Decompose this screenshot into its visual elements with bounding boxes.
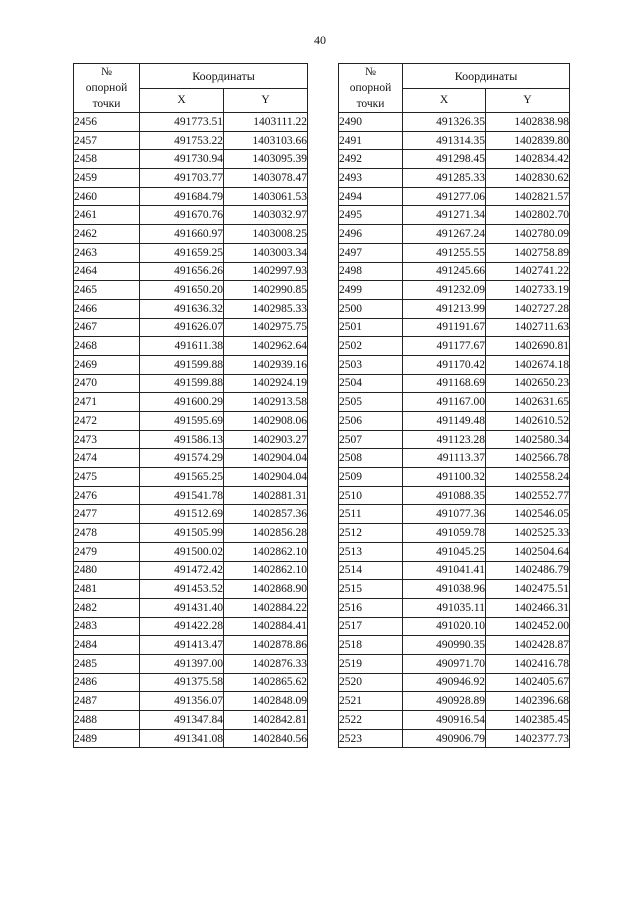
- point-number-header-line: №: [101, 66, 112, 78]
- table-row: [339, 449, 570, 468]
- table-row: [74, 243, 308, 262]
- point-number-cell: 2468: [74, 337, 140, 356]
- point-number-cell: 2483: [74, 617, 140, 636]
- x-coordinate-cell: 491599.88: [140, 355, 224, 374]
- coordinates-header: Координаты: [403, 64, 570, 89]
- point-number-cell: 2504: [339, 374, 403, 393]
- table-row: [339, 673, 570, 692]
- x-coordinate-cell: 491045.25: [403, 542, 486, 561]
- x-column-header: X: [403, 88, 486, 113]
- table-row: [74, 617, 308, 636]
- y-coordinate-cell: 1402834.42: [486, 150, 570, 169]
- point-number-cell: 2488: [74, 711, 140, 730]
- table-row: [339, 318, 570, 337]
- point-number-header-line: точки: [356, 98, 385, 110]
- x-coordinate-cell: 491267.24: [403, 225, 486, 244]
- y-coordinate-cell: 1402466.31: [486, 598, 570, 617]
- table-row: [339, 393, 570, 412]
- x-coordinate-cell: 491245.66: [403, 262, 486, 281]
- table-row: [339, 692, 570, 711]
- point-number-cell: 2487: [74, 692, 140, 711]
- x-coordinate-cell: 491626.07: [140, 318, 224, 337]
- point-number-cell: 2492: [339, 150, 403, 169]
- x-coordinate-cell: 491636.32: [140, 299, 224, 318]
- table-row: [339, 206, 570, 225]
- x-coordinate-cell: 490990.35: [403, 636, 486, 655]
- point-number-header-line: №: [365, 66, 376, 78]
- point-number-cell: 2469: [74, 355, 140, 374]
- point-number-cell: 2523: [339, 729, 403, 748]
- x-coordinate-cell: 491298.45: [403, 150, 486, 169]
- y-coordinate-cell: 1402650.23: [486, 374, 570, 393]
- x-coordinate-cell: 491453.52: [140, 580, 224, 599]
- table-row: [74, 299, 308, 318]
- table-row: [74, 598, 308, 617]
- y-coordinate-cell: 1402842.81: [224, 711, 308, 730]
- x-coordinate-cell: 491375.58: [140, 673, 224, 692]
- point-number-cell: 2499: [339, 281, 403, 300]
- x-coordinate-cell: 491650.20: [140, 281, 224, 300]
- point-number-cell: 2512: [339, 524, 403, 543]
- point-number-cell: 2477: [74, 505, 140, 524]
- x-coordinate-cell: 490971.70: [403, 654, 486, 673]
- point-number-header-line: точки: [92, 98, 121, 110]
- x-coordinate-cell: 491168.69: [403, 374, 486, 393]
- y-coordinate-cell: 1403032.97: [224, 206, 308, 225]
- point-number-cell: 2475: [74, 468, 140, 487]
- point-number-cell: 2508: [339, 449, 403, 468]
- table-row: [74, 113, 308, 132]
- x-coordinate-cell: 491285.33: [403, 169, 486, 188]
- y-coordinate-cell: 1402975.75: [224, 318, 308, 337]
- x-coordinate-cell: 491541.78: [140, 486, 224, 505]
- y-column-header: Y: [486, 88, 570, 113]
- x-coordinate-cell: 491773.51: [140, 113, 224, 132]
- point-number-cell: 2506: [339, 412, 403, 431]
- table-row: [339, 262, 570, 281]
- table-row: [339, 131, 570, 150]
- table-row: [74, 580, 308, 599]
- point-number-cell: 2486: [74, 673, 140, 692]
- x-column-header: X: [140, 88, 224, 113]
- y-coordinate-cell: 1402802.70: [486, 206, 570, 225]
- x-coordinate-cell: 491512.69: [140, 505, 224, 524]
- table-row: [74, 449, 308, 468]
- x-coordinate-cell: 490946.92: [403, 673, 486, 692]
- y-coordinate-cell: 1403061.53: [224, 187, 308, 206]
- y-coordinate-cell: 1402486.79: [486, 561, 570, 580]
- point-number-cell: 2473: [74, 430, 140, 449]
- y-coordinate-cell: 1403003.34: [224, 243, 308, 262]
- x-coordinate-cell: 491595.69: [140, 412, 224, 431]
- y-coordinate-cell: 1402876.33: [224, 654, 308, 673]
- y-coordinate-cell: 1402727.28: [486, 299, 570, 318]
- y-coordinate-cell: 1402913.58: [224, 393, 308, 412]
- table-row: [339, 169, 570, 188]
- point-number-header: [339, 64, 403, 113]
- x-coordinate-cell: 491422.28: [140, 617, 224, 636]
- x-coordinate-cell: 491565.25: [140, 468, 224, 487]
- x-coordinate-cell: 491255.55: [403, 243, 486, 262]
- y-coordinate-cell: 1402939.16: [224, 355, 308, 374]
- point-number-cell: 2463: [74, 243, 140, 262]
- y-coordinate-cell: 1402377.73: [486, 729, 570, 748]
- point-number-cell: 2498: [339, 262, 403, 281]
- table-row: [74, 131, 308, 150]
- x-coordinate-cell: 491100.32: [403, 468, 486, 487]
- table-row: [339, 299, 570, 318]
- y-coordinate-cell: 1402733.19: [486, 281, 570, 300]
- table-row: [74, 150, 308, 169]
- x-coordinate-cell: 491730.94: [140, 150, 224, 169]
- y-coordinate-cell: 1402405.67: [486, 673, 570, 692]
- table-row: [74, 711, 308, 730]
- x-coordinate-cell: 491167.00: [403, 393, 486, 412]
- point-number-cell: 2493: [339, 169, 403, 188]
- point-number-header-line: опорной: [349, 82, 392, 94]
- point-number-cell: 2464: [74, 262, 140, 281]
- x-coordinate-cell: 491431.40: [140, 598, 224, 617]
- point-number-cell: 2490: [339, 113, 403, 132]
- y-coordinate-cell: 1402884.41: [224, 617, 308, 636]
- y-coordinate-cell: 1402690.81: [486, 337, 570, 356]
- y-coordinate-cell: 1402566.78: [486, 449, 570, 468]
- y-coordinate-cell: 1402865.62: [224, 673, 308, 692]
- y-coordinate-cell: 1402780.09: [486, 225, 570, 244]
- point-number-cell: 2502: [339, 337, 403, 356]
- y-coordinate-cell: 1402711.63: [486, 318, 570, 337]
- table-row: [339, 524, 570, 543]
- point-number-cell: 2460: [74, 187, 140, 206]
- point-number-cell: 2467: [74, 318, 140, 337]
- x-coordinate-cell: 491077.36: [403, 505, 486, 524]
- point-number-cell: 2515: [339, 580, 403, 599]
- table-row: [339, 113, 570, 132]
- x-coordinate-cell: 491341.08: [140, 729, 224, 748]
- x-coordinate-cell: 491670.76: [140, 206, 224, 225]
- y-coordinate-cell: 1402962.64: [224, 337, 308, 356]
- x-coordinate-cell: 491035.11: [403, 598, 486, 617]
- table-row: [339, 281, 570, 300]
- table-row: [339, 598, 570, 617]
- table-row: [74, 524, 308, 543]
- y-coordinate-cell: 1402868.90: [224, 580, 308, 599]
- x-coordinate-cell: 491574.29: [140, 449, 224, 468]
- table-row: [74, 561, 308, 580]
- coordinates-table-right: [338, 63, 570, 748]
- point-number-cell: 2479: [74, 542, 140, 561]
- y-coordinate-cell: 1402908.06: [224, 412, 308, 431]
- y-coordinate-cell: 1402856.28: [224, 524, 308, 543]
- table-row: [339, 711, 570, 730]
- x-coordinate-cell: 491356.07: [140, 692, 224, 711]
- point-number-cell: 2517: [339, 617, 403, 636]
- point-number-cell: 2470: [74, 374, 140, 393]
- y-coordinate-cell: 1402631.65: [486, 393, 570, 412]
- point-number-cell: 2481: [74, 580, 140, 599]
- y-coordinate-cell: 1402839.80: [486, 131, 570, 150]
- x-coordinate-cell: 491041.41: [403, 561, 486, 580]
- point-number-header-line: опорной: [85, 82, 128, 94]
- x-coordinate-cell: 491149.48: [403, 412, 486, 431]
- x-coordinate-cell: 491213.99: [403, 299, 486, 318]
- point-number-cell: 2489: [74, 729, 140, 748]
- point-number-cell: 2484: [74, 636, 140, 655]
- x-coordinate-cell: 491232.09: [403, 281, 486, 300]
- table-row: [74, 654, 308, 673]
- y-coordinate-cell: 1402741.22: [486, 262, 570, 281]
- table-row: [339, 617, 570, 636]
- point-number-cell: 2472: [74, 412, 140, 431]
- x-coordinate-cell: 491659.25: [140, 243, 224, 262]
- x-coordinate-cell: 491611.38: [140, 337, 224, 356]
- y-coordinate-cell: 1402904.04: [224, 449, 308, 468]
- table-row: [74, 468, 308, 487]
- x-coordinate-cell: 491123.28: [403, 430, 486, 449]
- y-coordinate-cell: 1403095.39: [224, 150, 308, 169]
- x-coordinate-cell: 491600.29: [140, 393, 224, 412]
- y-coordinate-cell: 1402416.78: [486, 654, 570, 673]
- y-coordinate-cell: 1402552.77: [486, 486, 570, 505]
- y-coordinate-cell: 1402610.52: [486, 412, 570, 431]
- point-number-cell: 2458: [74, 150, 140, 169]
- y-coordinate-cell: 1402857.36: [224, 505, 308, 524]
- x-coordinate-cell: 491088.35: [403, 486, 486, 505]
- x-coordinate-cell: 491660.97: [140, 225, 224, 244]
- table-row: [339, 654, 570, 673]
- table-row: [74, 393, 308, 412]
- table-row: [339, 561, 570, 580]
- y-coordinate-cell: 1402504.64: [486, 542, 570, 561]
- x-coordinate-cell: 490906.79: [403, 729, 486, 748]
- x-coordinate-cell: 491684.79: [140, 187, 224, 206]
- table-row: [74, 673, 308, 692]
- y-coordinate-cell: 1403103.66: [224, 131, 308, 150]
- point-number-cell: 2480: [74, 561, 140, 580]
- table-row: [74, 692, 308, 711]
- point-number-cell: 2500: [339, 299, 403, 318]
- table-row: [339, 486, 570, 505]
- table-row: [74, 636, 308, 655]
- y-coordinate-cell: 1402580.34: [486, 430, 570, 449]
- point-number-cell: 2462: [74, 225, 140, 244]
- y-coordinate-cell: 1402830.62: [486, 169, 570, 188]
- y-coordinate-cell: 1402884.22: [224, 598, 308, 617]
- y-coordinate-cell: 1402475.51: [486, 580, 570, 599]
- y-coordinate-cell: 1402990.85: [224, 281, 308, 300]
- table-row: [339, 243, 570, 262]
- point-number-cell: 2496: [339, 225, 403, 244]
- table-row: [74, 206, 308, 225]
- x-coordinate-cell: 491397.00: [140, 654, 224, 673]
- y-coordinate-cell: 1402997.93: [224, 262, 308, 281]
- point-number-cell: 2520: [339, 673, 403, 692]
- y-coordinate-cell: 1402840.56: [224, 729, 308, 748]
- coordinates-table-left: [73, 63, 308, 748]
- y-coordinate-cell: 1402396.68: [486, 692, 570, 711]
- point-number-cell: 2494: [339, 187, 403, 206]
- y-coordinate-cell: 1402758.89: [486, 243, 570, 262]
- x-coordinate-cell: 491500.02: [140, 542, 224, 561]
- x-coordinate-cell: 491753.22: [140, 131, 224, 150]
- point-number-cell: 2513: [339, 542, 403, 561]
- x-coordinate-cell: 491314.35: [403, 131, 486, 150]
- x-coordinate-cell: 491020.10: [403, 617, 486, 636]
- y-coordinate-cell: 1402428.87: [486, 636, 570, 655]
- table-row: [74, 486, 308, 505]
- x-coordinate-cell: 491277.06: [403, 187, 486, 206]
- table-row: [74, 169, 308, 188]
- y-coordinate-cell: 1402878.86: [224, 636, 308, 655]
- x-coordinate-cell: 491586.13: [140, 430, 224, 449]
- x-coordinate-cell: 491170.42: [403, 355, 486, 374]
- point-number-cell: 2465: [74, 281, 140, 300]
- y-coordinate-cell: 1402924.19: [224, 374, 308, 393]
- x-coordinate-cell: 491059.78: [403, 524, 486, 543]
- point-number-cell: 2522: [339, 711, 403, 730]
- table-row: [339, 337, 570, 356]
- x-coordinate-cell: 491177.67: [403, 337, 486, 356]
- point-number-cell: 2466: [74, 299, 140, 318]
- table-row: [339, 150, 570, 169]
- x-coordinate-cell: 491271.34: [403, 206, 486, 225]
- table-row: [74, 337, 308, 356]
- table-row: [74, 187, 308, 206]
- y-coordinate-cell: 1403111.22: [224, 113, 308, 132]
- x-coordinate-cell: 491656.26: [140, 262, 224, 281]
- table-row: [74, 281, 308, 300]
- y-coordinate-cell: 1403008.25: [224, 225, 308, 244]
- y-coordinate-cell: 1402452.00: [486, 617, 570, 636]
- x-coordinate-cell: 491505.99: [140, 524, 224, 543]
- table-row: [339, 468, 570, 487]
- x-coordinate-cell: 491326.35: [403, 113, 486, 132]
- point-number-cell: 2485: [74, 654, 140, 673]
- y-coordinate-cell: 1402903.27: [224, 430, 308, 449]
- x-coordinate-cell: 491038.96: [403, 580, 486, 599]
- point-number-cell: 2510: [339, 486, 403, 505]
- y-coordinate-cell: 1402862.10: [224, 561, 308, 580]
- point-number-cell: 2495: [339, 206, 403, 225]
- point-number-cell: 2503: [339, 355, 403, 374]
- y-coordinate-cell: 1402838.98: [486, 113, 570, 132]
- point-number-cell: 2516: [339, 598, 403, 617]
- point-number-cell: 2491: [339, 131, 403, 150]
- table-row: [74, 542, 308, 561]
- table-row: [74, 729, 308, 748]
- table-row: [74, 355, 308, 374]
- x-coordinate-cell: 491347.84: [140, 711, 224, 730]
- x-coordinate-cell: 491703.77: [140, 169, 224, 188]
- point-number-cell: 2507: [339, 430, 403, 449]
- y-coordinate-cell: 1402862.10: [224, 542, 308, 561]
- y-coordinate-cell: 1402558.24: [486, 468, 570, 487]
- point-number-cell: 2456: [74, 113, 140, 132]
- table-row: [74, 374, 308, 393]
- point-number-cell: 2476: [74, 486, 140, 505]
- point-number-cell: 2459: [74, 169, 140, 188]
- point-number-cell: 2521: [339, 692, 403, 711]
- table-row: [339, 430, 570, 449]
- page-number: 40: [314, 33, 326, 47]
- point-number-cell: 2478: [74, 524, 140, 543]
- point-number-cell: 2509: [339, 468, 403, 487]
- x-coordinate-cell: 491472.42: [140, 561, 224, 580]
- table-row: [339, 374, 570, 393]
- y-coordinate-cell: 1403078.47: [224, 169, 308, 188]
- y-coordinate-cell: 1402881.31: [224, 486, 308, 505]
- y-coordinate-cell: 1402546.05: [486, 505, 570, 524]
- point-number-cell: 2518: [339, 636, 403, 655]
- point-number-cell: 2511: [339, 505, 403, 524]
- table-row: [74, 505, 308, 524]
- point-number-cell: 2497: [339, 243, 403, 262]
- table-row: [339, 355, 570, 374]
- x-coordinate-cell: 490916.54: [403, 711, 486, 730]
- table-row: [74, 318, 308, 337]
- point-number-cell: 2471: [74, 393, 140, 412]
- x-coordinate-cell: 491599.88: [140, 374, 224, 393]
- point-number-cell: 2474: [74, 449, 140, 468]
- table-row: [74, 430, 308, 449]
- point-number-cell: 2482: [74, 598, 140, 617]
- table-row: [339, 225, 570, 244]
- table-row: [74, 412, 308, 431]
- point-number-cell: 2505: [339, 393, 403, 412]
- y-coordinate-cell: 1402904.04: [224, 468, 308, 487]
- x-coordinate-cell: 491113.37: [403, 449, 486, 468]
- y-coordinate-cell: 1402385.45: [486, 711, 570, 730]
- y-coordinate-cell: 1402848.09: [224, 692, 308, 711]
- table-row: [339, 505, 570, 524]
- point-number-cell: 2519: [339, 654, 403, 673]
- coordinates-header: Координаты: [140, 64, 308, 89]
- y-coordinate-cell: 1402821.57: [486, 187, 570, 206]
- table-row: [339, 412, 570, 431]
- table-row: [339, 729, 570, 748]
- point-number-cell: 2457: [74, 131, 140, 150]
- point-number-header: [74, 64, 140, 113]
- point-number-cell: 2501: [339, 318, 403, 337]
- x-coordinate-cell: 491413.47: [140, 636, 224, 655]
- y-coordinate-cell: 1402674.18: [486, 355, 570, 374]
- y-coordinate-cell: 1402525.33: [486, 524, 570, 543]
- y-coordinate-cell: 1402985.33: [224, 299, 308, 318]
- table-row: [339, 542, 570, 561]
- table-row: [74, 262, 308, 281]
- x-coordinate-cell: 491191.67: [403, 318, 486, 337]
- table-row: [74, 225, 308, 244]
- table-row: [339, 636, 570, 655]
- point-number-cell: 2514: [339, 561, 403, 580]
- table-row: [339, 580, 570, 599]
- point-number-cell: 2461: [74, 206, 140, 225]
- y-column-header: Y: [224, 88, 308, 113]
- x-coordinate-cell: 490928.89: [403, 692, 486, 711]
- table-row: [339, 187, 570, 206]
